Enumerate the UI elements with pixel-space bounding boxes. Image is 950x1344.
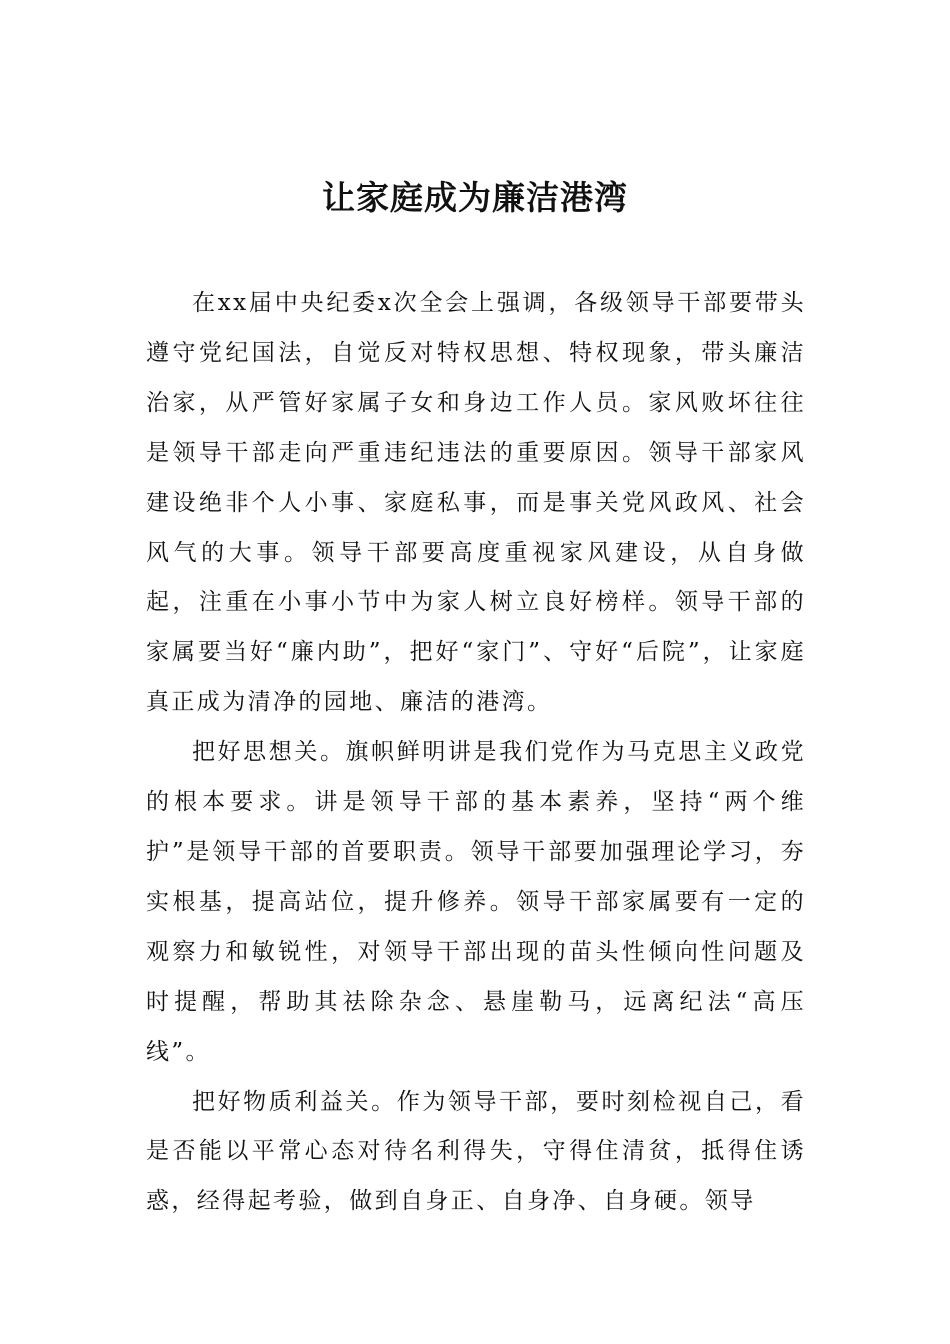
paragraph-material-interest: 把好物质利益关。作为领导干部，要时刻检视自己，看是否能以平常心态对待名利得失，守得住清贫，抵得住诱惑，经得起考验，做到自身正、自身净、自身硬。领导	[146, 1088, 806, 1215]
document-title: 让家庭成为廉洁港湾	[322, 178, 628, 217]
paragraph-ideology: 把好思想关。旗帜鲜明讲是我们党作为马克思主义政党的根本要求。讲是领导干部的基本素养，坚持“两个维护”是领导干部的首要职责。领导干部要加强理论学习，夯实根基，提高站位，提升修养。领导干部家属要有一定的观察力和敏锐性，对领导干部出现的苗头性倾向性问题及时提醒，帮助其祛除杂念、悬崖勒马，远离纪法“高压线”。	[146, 739, 806, 1065]
paragraph-intro: 在xx届中央纪委x次全会上强调，各级领导干部要带头遵守党纪国法，自觉反对特权思想、特权现象，带头廉洁治家，从严管好家属子女和身边工作人员。家风败坏往往是领导干部走向严重违纪违法的重要原因。领导干部家风建设绝非个人小事、家庭私事，而是事关党风政风、社会风气的大事。领导干部要高度重视家风建设，从自身做起，注重在小事小节中为家人树立良好榜样。领导干部的家属要当好“廉内助”，把好“家门”、守好“后院”，让家庭真正成为清净的园地、廉洁的港湾。	[146, 290, 806, 716]
document-body	[146, 279, 806, 1227]
